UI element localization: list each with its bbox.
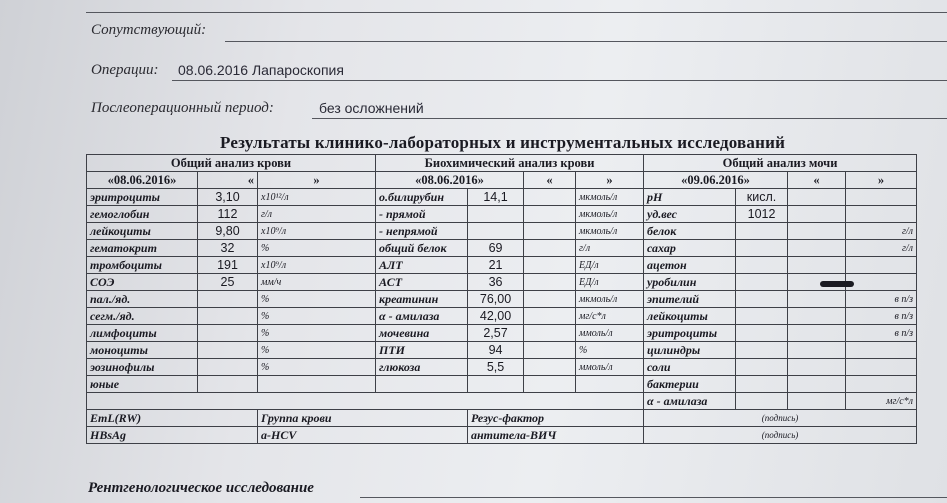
urine-empty-cell bbox=[788, 223, 846, 240]
biochem-empty-cell bbox=[524, 274, 576, 291]
biochem-test-unit: ммоль/л bbox=[576, 325, 644, 342]
urine-empty-cell bbox=[788, 308, 846, 325]
urine-test-name: белок bbox=[644, 223, 736, 240]
urine-empty-cell bbox=[788, 189, 846, 206]
biochem-test-unit: мкмоль/л bbox=[576, 206, 644, 223]
biochem-test-value: 2,57 bbox=[468, 325, 524, 342]
blood-test-unit: % bbox=[258, 325, 376, 342]
blood-test-name: эозинофилы bbox=[87, 359, 198, 376]
urine-test-value bbox=[736, 223, 788, 240]
biochem-test-value: 42,00 bbox=[468, 308, 524, 325]
blood-test-unit: % bbox=[258, 342, 376, 359]
urine-test-value: кисл. bbox=[736, 189, 788, 206]
biochem-test-name: α - амилаза bbox=[376, 308, 468, 325]
urine-section-title: Общий анализ мочи bbox=[644, 155, 917, 172]
biochem-empty-cell bbox=[524, 325, 576, 342]
biochem-empty-cell bbox=[524, 308, 576, 325]
table-row bbox=[87, 342, 917, 359]
biochem-date2-close: » bbox=[576, 172, 644, 189]
blood-test-unit: % bbox=[258, 308, 376, 325]
results-title: Результаты клинико-лабораторных и инструментальных исследований bbox=[220, 133, 786, 152]
blood-group-label: Группа крови bbox=[258, 410, 468, 427]
blood-test-name: тромбоциты bbox=[87, 257, 198, 274]
biochem-test-value: 69 bbox=[468, 240, 524, 257]
biochem-date: «08.06.2016» bbox=[376, 172, 524, 189]
operations-label: Операции: bbox=[91, 62, 159, 78]
urine-test-value bbox=[736, 274, 788, 291]
biochem-test-name: АСТ bbox=[376, 274, 468, 291]
blood-test-name: гемоглобин bbox=[87, 206, 198, 223]
biochem-test-name: глюкоза bbox=[376, 359, 468, 376]
section-header-row bbox=[87, 155, 917, 172]
blood-test-unit: % bbox=[258, 291, 376, 308]
signature-1: (подпись) bbox=[644, 410, 917, 427]
urine-test-name: эритроциты bbox=[644, 325, 736, 342]
urine-empty-cell bbox=[788, 376, 846, 393]
blood-test-name: сегм./яд. bbox=[87, 308, 198, 325]
blood-test-name: лимфоциты bbox=[87, 325, 198, 342]
concomitant-label: Сопутствующий: bbox=[91, 22, 207, 38]
blood-test-unit: мм/ч bbox=[258, 274, 376, 291]
blood-test-unit: x10⁹/л bbox=[258, 257, 376, 274]
urine-date2-close: » bbox=[846, 172, 917, 189]
blood-date2-open: « bbox=[198, 172, 258, 189]
biochem-test-unit: мг/с*л bbox=[576, 308, 644, 325]
biochem-test-name: общий белок bbox=[376, 240, 468, 257]
urine-empty-cell bbox=[788, 291, 846, 308]
blood-test-value: 9,80 bbox=[198, 223, 258, 240]
biochem-test-name: - прямой bbox=[376, 206, 468, 223]
table-row bbox=[87, 376, 917, 393]
blood-test-value bbox=[198, 291, 258, 308]
biochem-test-value: 36 bbox=[468, 274, 524, 291]
biochem-empty-cell bbox=[524, 376, 576, 393]
hiv-label: антитела-ВИЧ bbox=[468, 427, 644, 444]
signature-2: (подпись) bbox=[644, 427, 917, 444]
date-row bbox=[87, 172, 917, 189]
lab-results-table bbox=[86, 154, 917, 444]
blood-test-value: 25 bbox=[198, 274, 258, 291]
urine-test-value bbox=[736, 393, 788, 410]
blood-test-name: СОЭ bbox=[87, 274, 198, 291]
urine-test-name: уд.вес bbox=[644, 206, 736, 223]
biochem-date2-open: « bbox=[524, 172, 576, 189]
biochem-empty-cell bbox=[524, 257, 576, 274]
urine-test-unit bbox=[846, 257, 917, 274]
table-row bbox=[87, 291, 917, 308]
biochem-empty-cell bbox=[524, 189, 576, 206]
urine-test-unit: в п/з bbox=[846, 291, 917, 308]
urine-test-name: сахар bbox=[644, 240, 736, 257]
table-row bbox=[87, 308, 917, 325]
blood-section-title: Общий анализ крови bbox=[87, 155, 376, 172]
urine-test-value bbox=[736, 291, 788, 308]
urine-test-value bbox=[736, 325, 788, 342]
urine-test-unit: в п/з bbox=[846, 308, 917, 325]
urine-empty-cell bbox=[788, 393, 846, 410]
biochem-test-name: ПТИ bbox=[376, 342, 468, 359]
biochem-empty-cell bbox=[524, 291, 576, 308]
biochem-empty-cell bbox=[524, 240, 576, 257]
blood-test-value bbox=[198, 325, 258, 342]
biochem-test-name bbox=[376, 376, 468, 393]
urine-empty-cell bbox=[788, 206, 846, 223]
blood-test-value: 191 bbox=[198, 257, 258, 274]
blood-test-name: эритроциты bbox=[87, 189, 198, 206]
urine-test-name: цилиндры bbox=[644, 342, 736, 359]
urine-test-unit bbox=[846, 376, 917, 393]
table-row bbox=[87, 240, 917, 257]
blood-test-value: 112 bbox=[198, 206, 258, 223]
urine-test-name: лейкоциты bbox=[644, 308, 736, 325]
biochem-test-unit bbox=[576, 376, 644, 393]
xray-line bbox=[360, 497, 947, 498]
eml-label: EmL(RW) bbox=[87, 410, 258, 427]
urine-test-value bbox=[736, 359, 788, 376]
blood-test-unit: % bbox=[258, 240, 376, 257]
biochem-test-name: о.билирубин bbox=[376, 189, 468, 206]
ink-blot bbox=[820, 281, 854, 287]
urine-test-value bbox=[736, 308, 788, 325]
blood-test-value bbox=[198, 342, 258, 359]
urine-test-name: эпителий bbox=[644, 291, 736, 308]
blood-test-name: лейкоциты bbox=[87, 223, 198, 240]
urine-empty-cell bbox=[788, 342, 846, 359]
urine-test-value bbox=[736, 257, 788, 274]
urine-test-name: соли bbox=[644, 359, 736, 376]
table-row bbox=[87, 325, 917, 342]
urine-test-name: бактерии bbox=[644, 376, 736, 393]
biochem-test-value: 5,5 bbox=[468, 359, 524, 376]
biochem-empty-cell bbox=[524, 206, 576, 223]
urine-test-unit bbox=[846, 342, 917, 359]
biochem-test-name: АЛТ bbox=[376, 257, 468, 274]
operations-value: 08.06.2016 Лапароскопия bbox=[178, 62, 344, 78]
blood-test-name: юные bbox=[87, 376, 198, 393]
rh-factor-label: Резус-фактор bbox=[468, 410, 644, 427]
table-row bbox=[87, 393, 917, 410]
empty-cell bbox=[87, 393, 644, 410]
field-line-top bbox=[86, 12, 947, 13]
biochem-test-value: 14,1 bbox=[468, 189, 524, 206]
blood-test-unit bbox=[258, 376, 376, 393]
biochem-test-value bbox=[468, 206, 524, 223]
blood-test-value bbox=[198, 308, 258, 325]
urine-date2-open: « bbox=[788, 172, 846, 189]
urine-test-value bbox=[736, 342, 788, 359]
operations-line bbox=[172, 80, 947, 81]
biochem-test-value: 94 bbox=[468, 342, 524, 359]
table-row bbox=[87, 189, 917, 206]
biochem-empty-cell bbox=[524, 223, 576, 240]
xray-label: Рентгенологическое исследование bbox=[88, 480, 314, 496]
blood-test-value bbox=[198, 376, 258, 393]
blood-test-unit: % bbox=[258, 359, 376, 376]
urine-test-unit: г/л bbox=[846, 223, 917, 240]
urine-test-unit bbox=[846, 274, 917, 291]
urine-date: «09.06.2016» bbox=[644, 172, 788, 189]
biochem-test-unit: мкмоль/л bbox=[576, 189, 644, 206]
urine-test-name: pH bbox=[644, 189, 736, 206]
biochem-section-title: Биохимический анализ крови bbox=[376, 155, 644, 172]
table-row bbox=[87, 257, 917, 274]
urine-test-unit: в п/з bbox=[846, 325, 917, 342]
urine-test-unit: мг/с*л bbox=[846, 393, 917, 410]
postop-value: без осложнений bbox=[319, 100, 424, 116]
table-row bbox=[87, 274, 917, 291]
hcv-label: a-HCV bbox=[258, 427, 468, 444]
biochem-test-unit: мкмоль/л bbox=[576, 223, 644, 240]
urine-empty-cell bbox=[788, 257, 846, 274]
biochem-test-unit: % bbox=[576, 342, 644, 359]
footer-row-1 bbox=[87, 410, 917, 427]
blood-test-unit: x10¹²/л bbox=[258, 189, 376, 206]
blood-test-name: гематокрит bbox=[87, 240, 198, 257]
urine-test-value bbox=[736, 240, 788, 257]
blood-date2-close: » bbox=[258, 172, 376, 189]
blood-test-value bbox=[198, 359, 258, 376]
blood-test-value: 3,10 bbox=[198, 189, 258, 206]
biochem-empty-cell bbox=[524, 359, 576, 376]
urine-test-unit bbox=[846, 359, 917, 376]
urine-empty-cell bbox=[788, 325, 846, 342]
blood-test-name: моноциты bbox=[87, 342, 198, 359]
biochem-test-unit: ЕД/л bbox=[576, 274, 644, 291]
biochem-test-value: 76,00 bbox=[468, 291, 524, 308]
concomitant-line bbox=[225, 41, 947, 42]
biochem-test-unit: г/л bbox=[576, 240, 644, 257]
postop-label: Послеоперационный период: bbox=[91, 100, 274, 116]
blood-date: «08.06.2016» bbox=[87, 172, 198, 189]
urine-test-name: уробилин bbox=[644, 274, 736, 291]
biochem-test-name: - непрямой bbox=[376, 223, 468, 240]
biochem-empty-cell bbox=[524, 342, 576, 359]
urine-test-value: 1012 bbox=[736, 206, 788, 223]
blood-test-value: 32 bbox=[198, 240, 258, 257]
biochem-test-value bbox=[468, 376, 524, 393]
urine-test-name: ацетон bbox=[644, 257, 736, 274]
urine-test-unit bbox=[846, 206, 917, 223]
urine-empty-cell bbox=[788, 240, 846, 257]
biochem-test-name: мочевина bbox=[376, 325, 468, 342]
hbsag-label: HBsAg bbox=[87, 427, 258, 444]
blood-test-name: пал./яд. bbox=[87, 291, 198, 308]
biochem-test-value bbox=[468, 223, 524, 240]
biochem-test-unit: ммоль/л bbox=[576, 359, 644, 376]
biochem-test-value: 21 bbox=[468, 257, 524, 274]
postop-line bbox=[312, 118, 947, 119]
biochem-test-unit: мкмоль/л bbox=[576, 291, 644, 308]
blood-test-unit: г/л bbox=[258, 206, 376, 223]
urine-test-value bbox=[736, 376, 788, 393]
urine-test-name: α - амилаза bbox=[644, 393, 736, 410]
biochem-test-name: креатинин bbox=[376, 291, 468, 308]
blood-test-unit: x10⁹/л bbox=[258, 223, 376, 240]
table-row bbox=[87, 359, 917, 376]
urine-test-unit bbox=[846, 189, 917, 206]
urine-empty-cell bbox=[788, 359, 846, 376]
table-row bbox=[87, 206, 917, 223]
footer-row-2 bbox=[87, 427, 917, 444]
urine-test-unit: г/л bbox=[846, 240, 917, 257]
biochem-test-unit: ЕД/л bbox=[576, 257, 644, 274]
table-row bbox=[87, 223, 917, 240]
